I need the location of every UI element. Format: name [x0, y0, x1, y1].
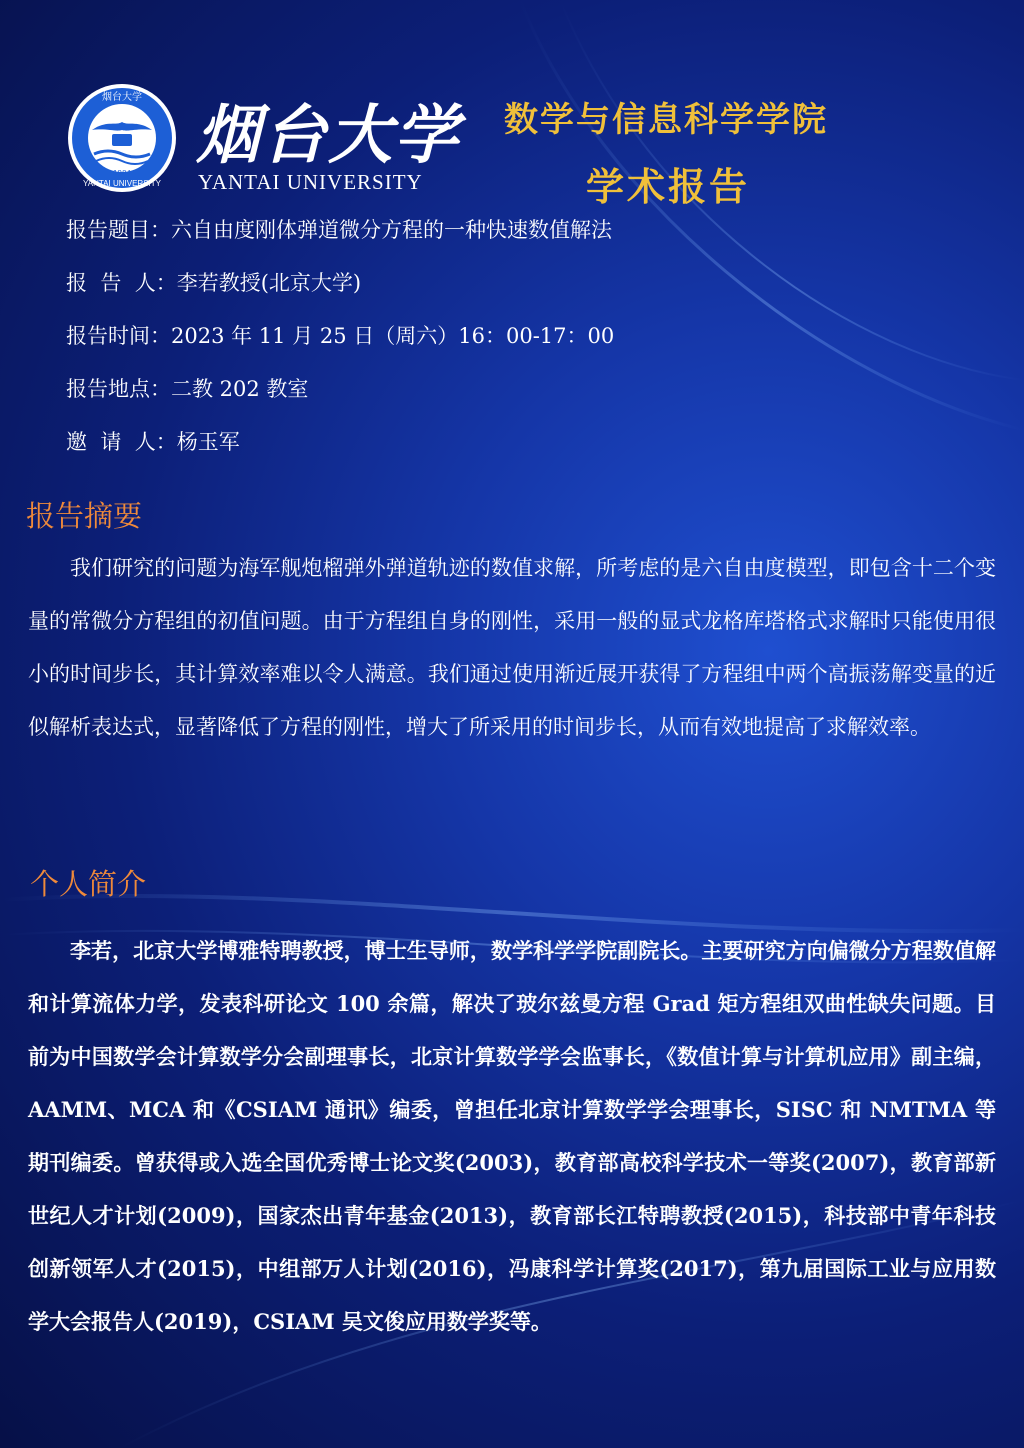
info-label: 邀 请 人：: [66, 430, 177, 454]
info-label: 报告地点：: [66, 377, 171, 401]
info-label: 报告题目：: [66, 218, 171, 242]
info-label: 报告时间：: [66, 324, 171, 348]
info-row-time: [66, 318, 966, 371]
info-row-location: [66, 371, 966, 424]
seal-year: 1984: [113, 169, 131, 177]
info-value: 杨玉军: [176, 430, 240, 454]
bio-heading: 个人简介: [30, 867, 147, 901]
report-info: [66, 212, 966, 477]
bio-text: 李若，北京大学博雅特聘教授，博士生导师，数学科学学院副院长。主要研究方向偏微分方程数值解和计算流体力学，发表科研论文 100 余篇，解决了玻尔兹曼方程 Grad 矩方程组双曲性缺失问题。目前为中国数学会计算数学分会副理事长，北京计算数学学会监事长，《数值计算与计算机应用》副主编，AAMM、MCA 和《CSIAM 通讯》编委，曾担任北京计算数学学会理事长，SISC 和 NMTMA 等期刊编委。曾获得或入选全国优秀博士论文奖(2003)，教育部高校科学技术一等奖(2007)，教育部新世纪人才计划(2009)，国家杰出青年基金(2013)，教育部长江特聘教授(2015)，科技部中青年科技创新领军人才(2015)，中组部万人计划(2016)，冯康科学计算奖(2017)，第九届国际工业与应用数学大会报告人(2019)，CSIAM 吴文俊应用数学奖等。: [28, 938, 996, 1334]
university-logo-english: YANTAI UNIVERSITY: [198, 170, 423, 194]
abstract-heading: 报告摘要: [26, 499, 143, 533]
info-value: 六自由度刚体弹道微分方程的一种快速数值解法: [171, 218, 612, 242]
info-value: 李若教授(北京大学): [176, 271, 362, 295]
info-value: 2023 年 11 月 25 日（周六）16：00-17：00: [171, 324, 615, 348]
report-title: 学术报告: [586, 165, 751, 209]
info-row-inviter: [66, 424, 966, 477]
info-row-topic: [66, 212, 966, 265]
info-label: 报 告 人：: [66, 271, 177, 295]
seal-text-bottom: YANTAI UNIVERSITY: [83, 179, 161, 188]
info-value: 二教 202 教室: [171, 377, 309, 401]
abstract-text: 我们研究的问题为海军舰炮榴弹外弹道轨迹的数值求解，所考虑的是六自由度模型，即包含十二个变量的常微分方程组的初值问题。由于方程组自身的刚性，采用一般的显式龙格库塔格式求解时只能使用很小的时间步长，其计算效率难以令人满意。我们通过使用渐近展开获得了方程组中两个高振荡解变量的近似解析表达式，显著降低了方程的刚性，增大了所采用的时间步长，从而有效地提高了求解效率。: [28, 556, 996, 739]
university-logo-chinese: 烟台大学: [196, 98, 460, 173]
seal-text-top: 烟台大学: [102, 92, 142, 103]
info-row-speaker: [66, 265, 966, 318]
college-name: 数学与信息科学学院: [504, 100, 828, 140]
header: [0, 0, 1024, 210]
university-seal-icon: [66, 82, 178, 194]
